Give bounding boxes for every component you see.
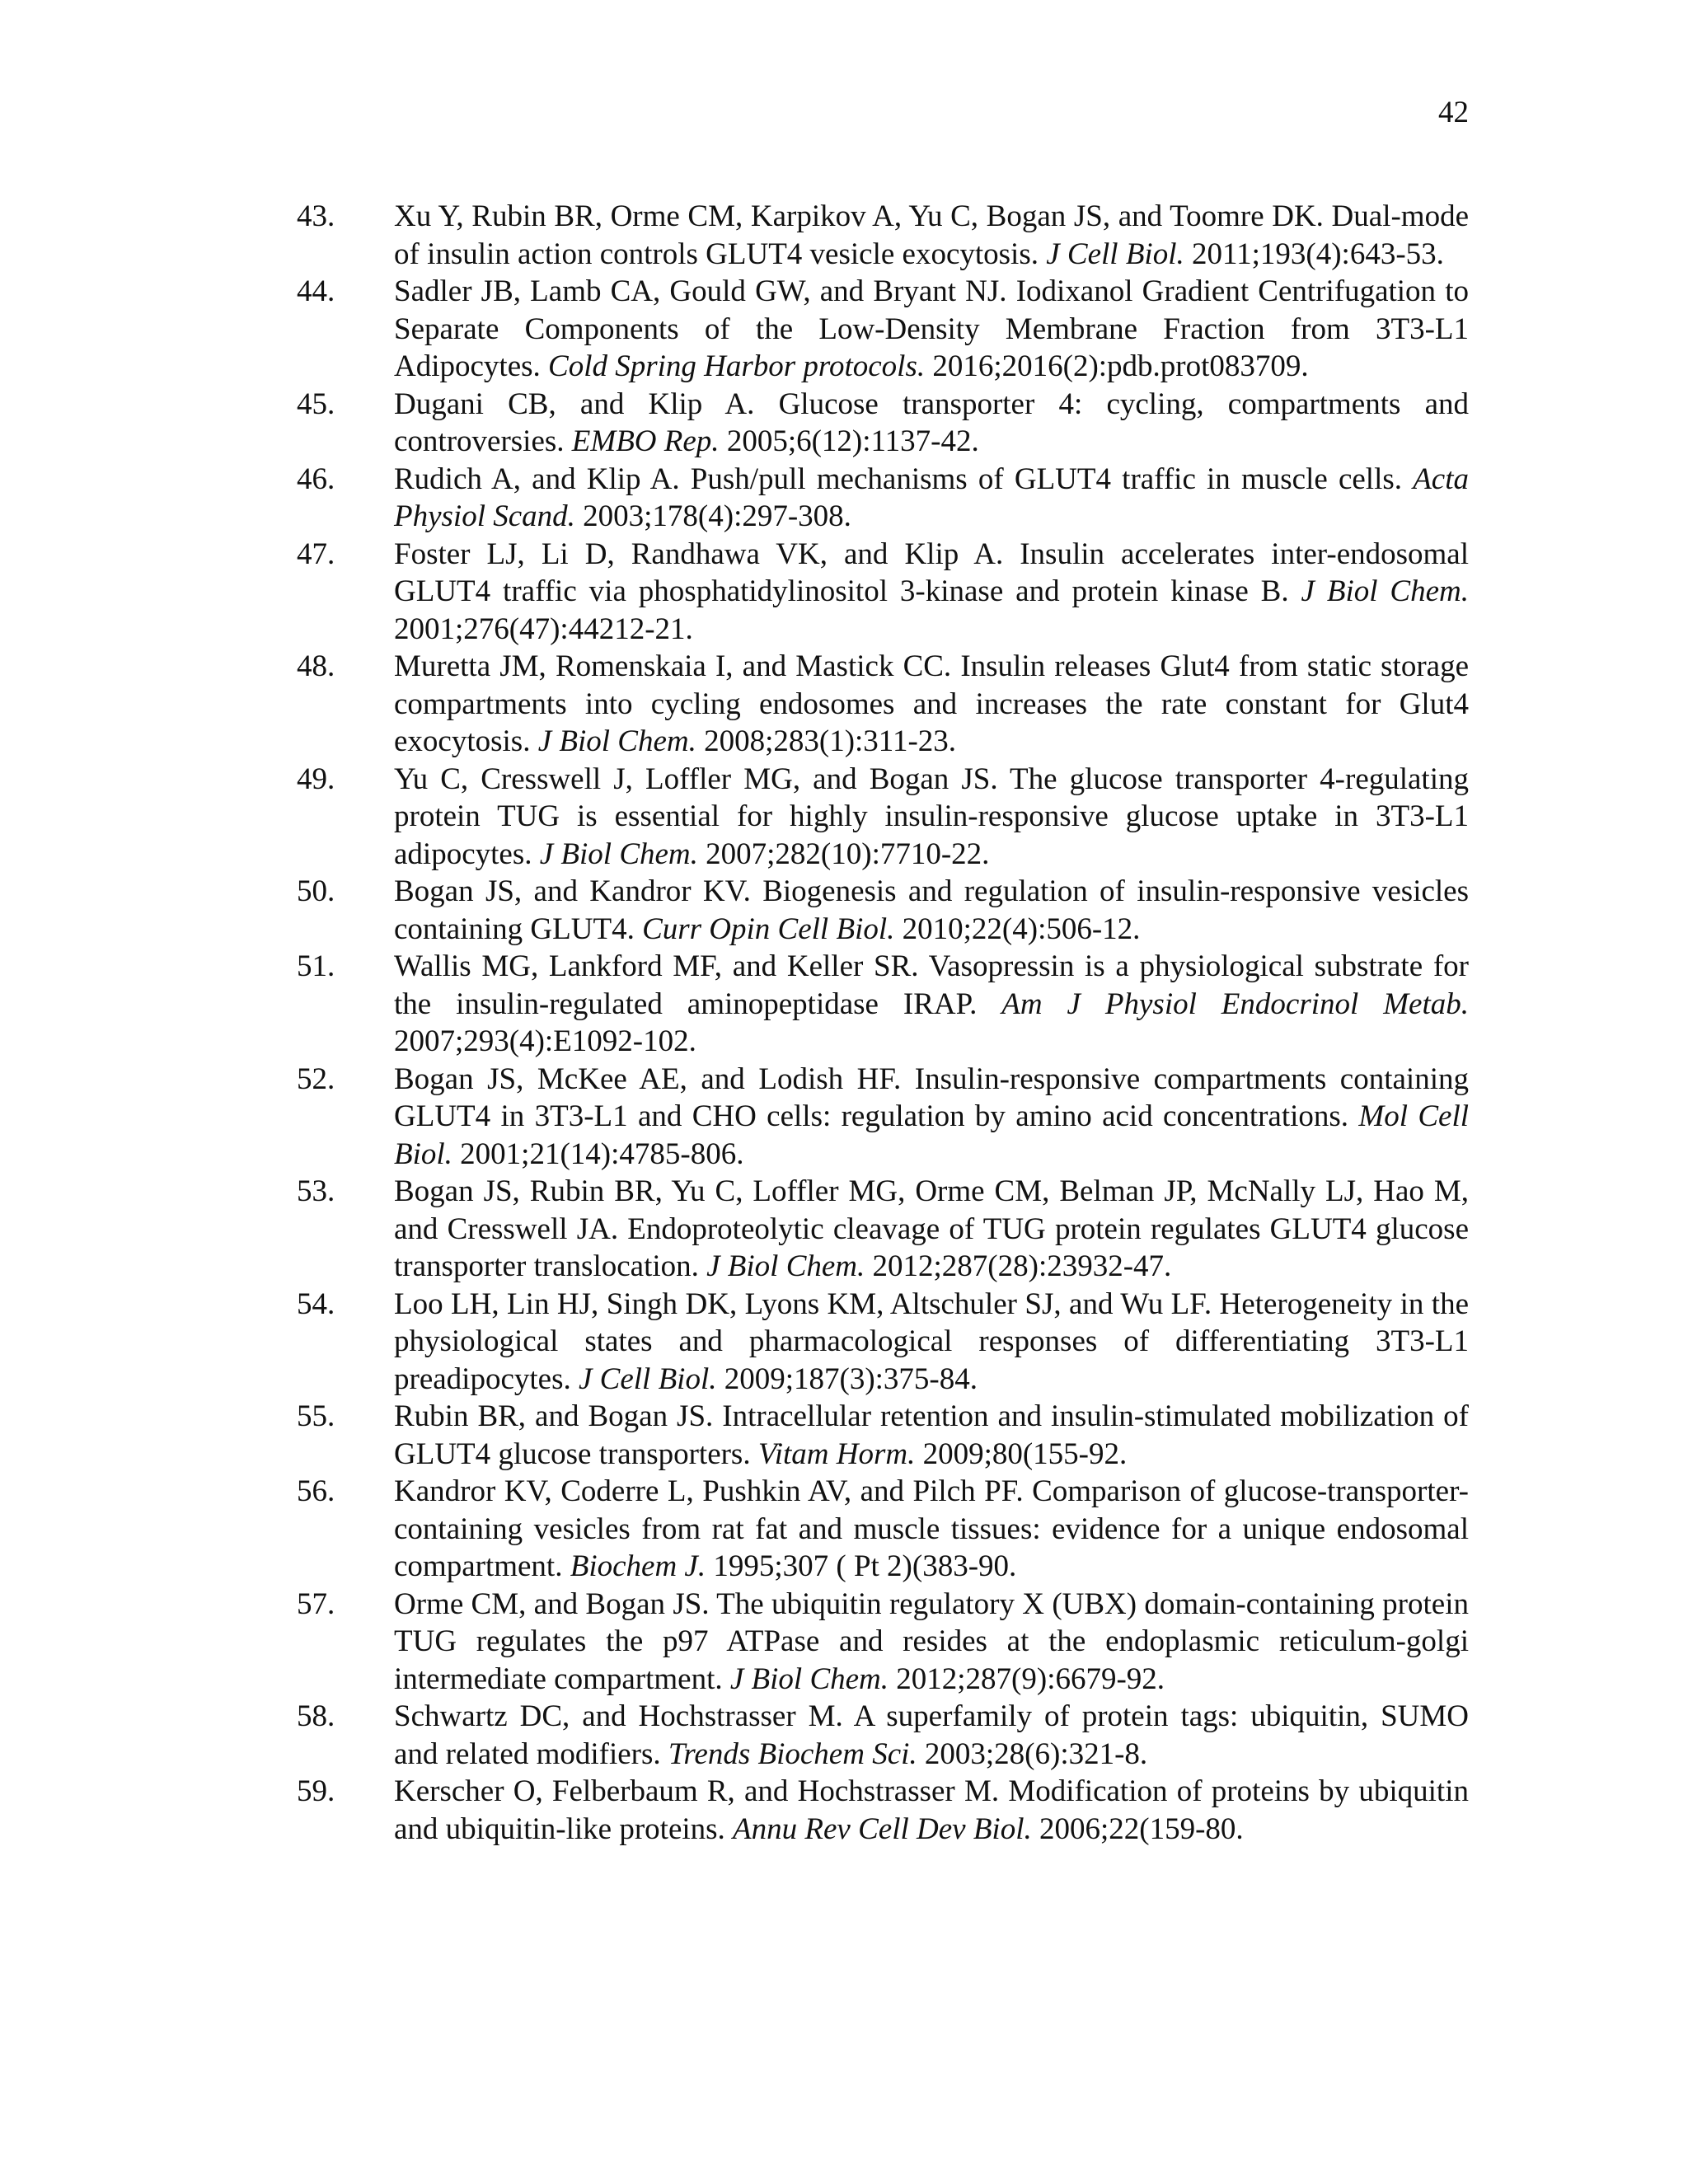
reference-number: 55. [297,1399,335,1433]
reference-body [394,273,1469,386]
reference-text: Muretta JM, Romenskaia I, and Mastick CC. Insulin releases Glut4 from static storage compartments into cycling endosomes and increases the rate constant for Glut4 exocytosis. [394,649,1469,758]
reference-item [297,1586,1469,1699]
reference-body [394,1061,1469,1174]
reference-citation: 2001;276(47):44212-21. [394,612,693,646]
reference-journal: Trends Biochem Sci. [668,1736,917,1771]
reference-number: 44. [297,274,335,308]
reference-number: 46. [297,462,335,496]
reference-item [297,198,1469,273]
reference-citation: 2009;187(3):375-84. [724,1361,978,1396]
reference-text: Bogan JS, Rubin BR, Yu C, Loffler MG, Orme CM, Belman JP, McNally LJ, Hao M, and Cresswell JA. Endoproteolytic cleavage of TUG protein regulates GLUT4 glucose transporter translocation. [394,1174,1469,1283]
reference-citation: 2007;282(10):7710-22. [706,837,990,871]
reference-body [394,1286,1469,1399]
reference-journal: J Cell Biol. [1046,237,1184,271]
reference-journal: Curr Opin Cell Biol. [642,912,895,946]
reference-number: 43. [297,199,335,233]
reference-journal: Annu Rev Cell Dev Biol. [733,1811,1032,1846]
reference-number: 49. [297,762,335,796]
reference-journal: Mol Cell Biol. [394,1099,1470,1171]
reference-body [394,1173,1469,1286]
reference-text: Schwartz DC, and Hochstrasser M. A superfamily of protein tags: ubiquitin, SUMO and related modifiers. [394,1699,1469,1771]
reference-body [394,461,1469,536]
reference-body [394,386,1469,461]
reference-item [297,1398,1469,1473]
reference-journal: Vitam Horm. [757,1436,916,1471]
reference-number: 53. [297,1174,335,1208]
reference-item [297,1286,1469,1399]
reference-number: 57. [297,1586,335,1621]
reference-body [394,948,1469,1061]
reference-body [394,873,1469,948]
reference-citation: 2006;22(159-80. [1039,1811,1244,1846]
reference-journal: Acta Physiol Scand. [394,462,1469,533]
reference-text: Loo LH, Lin HJ, Singh DK, Lyons KM, Altschuler SJ, and Wu LF. Heterogeneity in the physiological states and pharmacological responses of differentiating 3T3-L1 preadipocytes. [394,1286,1469,1396]
reference-citation: 2009;80(155-92. [922,1436,1128,1471]
reference-text: Wallis MG, Lankford MF, and Keller SR. Vasopressin is a physiological substrate for the insulin-regulated aminopeptidase IRAP. [394,949,1469,1021]
reference-body [394,1586,1469,1699]
reference-text: Yu C, Cresswell J, Loffler MG, and Bogan JS. The glucose transporter 4-regulating protein TUG is essential for highly insulin-responsive glucose uptake in 3T3-L1 adipocytes. [394,762,1469,871]
reference-number: 48. [297,649,335,683]
reference-item [297,1773,1469,1848]
reference-text: Kandror KV, Coderre L, Pushkin AV, and Pilch PF. Comparison of glucose-transporter-containing vesicles from rat fat and muscle tissues: evidence for a unique endosomal compartment. [394,1474,1469,1583]
reference-citation: 2012;287(28):23932-47. [872,1249,1172,1283]
reference-text: Xu Y, Rubin BR, Orme CM, Karpikov A, Yu C, Bogan JS, and Toomre DK. Dual-mode of insulin action controls GLUT4 vesicle exocytosis. [394,199,1469,271]
reference-body [394,1698,1469,1773]
reference-number: 52. [297,1062,335,1096]
reference-text: Foster LJ, Li D, Randhawa VK, and Klip A. Insulin accelerates inter-endosomal GLUT4 traffic via phosphatidylinositol 3-kinase and protein kinase B. [394,537,1469,608]
reference-journal: Cold Spring Harbor protocols. [548,349,926,383]
reference-citation: 2016;2016(2):pdb.prot083709. [932,349,1309,383]
reference-number: 47. [297,537,335,571]
reference-item [297,273,1469,386]
reference-text: Bogan JS, and Kandror KV. Biogenesis and regulation of insulin-responsive vesicles containing GLUT4. [394,874,1469,946]
reference-journal: EMBO Rep. [571,424,720,458]
reference-body [394,1773,1469,1848]
reference-journal: J Biol Chem. [539,837,698,871]
page-number: 42 [1438,96,1469,129]
reference-journal: J Biol Chem. [537,724,696,758]
reference-text: Bogan JS, McKee AE, and Lodish HF. Insulin-responsive compartments containing GLUT4 in 3T3-L1 and CHO cells: regulation by amino acid concentrations. [394,1062,1469,1133]
reference-citation: 2011;193(4):643-53. [1192,237,1444,271]
reference-journal: J Biol Chem. [1301,574,1470,608]
reference-journal: J Cell Biol. [578,1361,717,1396]
reference-citation: 1995;307 ( Pt 2)(383-90. [713,1549,1017,1583]
reference-number: 59. [297,1774,335,1808]
reference-journal: Biochem J. [570,1549,706,1583]
reference-citation: 2005;6(12):1137-42. [726,424,979,458]
reference-body [394,648,1469,761]
reference-text: Rubin BR, and Bogan JS. Intracellular retention and insulin-stimulated mobilization of GLUT4 glucose transporters. [394,1399,1469,1471]
reference-number: 50. [297,874,335,908]
reference-item [297,873,1469,948]
reference-item [297,648,1469,761]
reference-item [297,1698,1469,1773]
reference-citation: 2010;22(4):506-12. [902,912,1141,946]
reference-number: 51. [297,949,335,983]
reference-journal: Am J Physiol Endocrinol Metab. [1001,987,1469,1021]
reference-number: 56. [297,1474,335,1508]
reference-list [297,198,1469,1848]
reference-item [297,536,1469,649]
reference-item [297,386,1469,461]
reference-text: Sadler JB, Lamb CA, Gould GW, and Bryant NJ. Iodixanol Gradient Centrifugation to Separate Components of the Low-Density Membrane Fraction from 3T3-L1 Adipocytes. [394,274,1469,383]
reference-text: Orme CM, and Bogan JS. The ubiquitin regulatory X (UBX) domain-containing protein TUG regulates the p97 ATPase and resides at the endoplasmic reticulum-golgi intermediate compartment. [394,1586,1469,1696]
reference-item [297,1173,1469,1286]
reference-text: Rudich A, and Klip A. Push/pull mechanisms of GLUT4 traffic in muscle cells. [394,462,1403,496]
reference-number: 54. [297,1286,335,1321]
reference-item [297,761,1469,874]
reference-body [394,761,1469,874]
reference-citation: 2008;283(1):311-23. [704,724,957,758]
reference-item [297,461,1469,536]
reference-journal: J Biol Chem. [729,1661,889,1696]
reference-body [394,536,1469,649]
reference-journal: J Biol Chem. [706,1249,865,1283]
reference-body [394,198,1469,273]
reference-citation: 2012;287(9):6679-92. [896,1661,1165,1696]
reference-citation: 2001;21(14):4785-806. [460,1137,744,1171]
reference-body [394,1473,1469,1586]
reference-number: 58. [297,1699,335,1733]
reference-item [297,1473,1469,1586]
reference-citation: 2007;293(4):E1092-102. [394,1024,696,1058]
reference-citation: 2003;178(4):297-308. [583,499,851,533]
reference-body [394,1398,1469,1473]
reference-item [297,948,1469,1061]
reference-citation: 2003;28(6):321-8. [924,1736,1148,1771]
reference-item [297,1061,1469,1174]
reference-text: Kerscher O, Felberbaum R, and Hochstrasser M. Modification of proteins by ubiquitin and ubiquitin-like proteins. [394,1774,1469,1846]
reference-number: 45. [297,387,335,421]
reference-text: Dugani CB, and Klip A. Glucose transporter 4: cycling, compartments and controversies. [394,387,1469,458]
